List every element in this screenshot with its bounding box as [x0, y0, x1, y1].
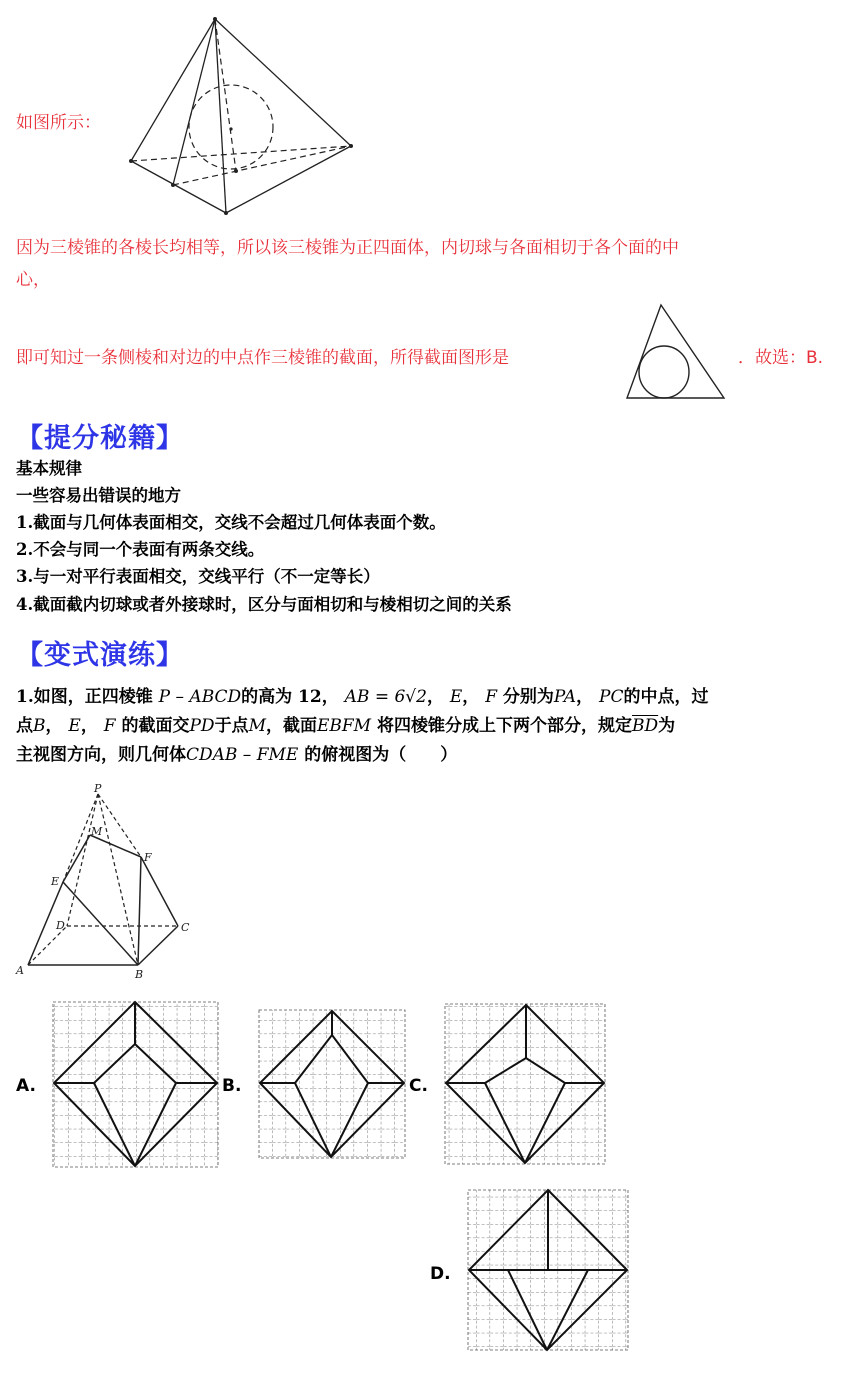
math: PD	[189, 716, 215, 736]
option-b-figure[interactable]	[259, 1010, 405, 1158]
solution-line1: 因为三棱锥的各棱长均相等，所以该三棱锥为正四面体，内切球与各面相切于各个面的中	[16, 238, 679, 258]
vertex-label-d: D	[56, 919, 65, 932]
text: ，	[426, 687, 444, 707]
solution-line1-cont: 心，	[16, 270, 50, 290]
math: PC	[599, 687, 624, 707]
text: 于点	[214, 716, 249, 736]
text: 的俯视图为（ ）	[304, 745, 458, 765]
vertex-label-a: A	[16, 964, 24, 977]
math: F	[103, 716, 116, 736]
math: AB = 6√2	[344, 687, 427, 707]
math: B	[33, 716, 46, 736]
text: ，截面	[265, 716, 317, 736]
text: 的截面交	[121, 716, 190, 736]
text: ，	[462, 687, 480, 707]
text: 将四棱锥分成上下两个部分，规定	[377, 716, 633, 736]
answer-text: ．故选：B.	[738, 348, 824, 368]
text: ，	[576, 687, 594, 707]
tips-item: 4.截面截内切球或者外接球时，区分与面相切和与棱相切之间的关系	[16, 595, 512, 614]
math: P – ABCD	[158, 687, 242, 707]
option-c-label[interactable]: C.	[409, 1076, 428, 1096]
math: CDAB – FME	[186, 745, 299, 765]
option-b-label[interactable]: B.	[222, 1076, 242, 1096]
text: ，	[45, 716, 63, 736]
math: PA	[553, 687, 577, 707]
solution-intro: 如图所示：	[16, 113, 101, 133]
practice-heading: 【变式演练】	[16, 640, 184, 671]
vertex-label-m: M	[91, 825, 103, 838]
text: 的高为 12，	[241, 687, 339, 707]
text: ，	[80, 716, 98, 736]
math: EBFM	[316, 716, 372, 736]
solution-line2: 即可知过一条侧棱和对边的中点作三棱锥的截面，所得截面图形是	[16, 348, 509, 368]
math: E	[68, 716, 81, 736]
math: F	[485, 687, 497, 707]
math: E	[449, 687, 463, 707]
tips-subheading-errors: 一些容易出错误的地方	[16, 486, 181, 505]
tips-item: 1.截面与几何体表面相交，交线不会超过几何体表面个数。	[16, 513, 446, 532]
text: 为	[658, 716, 676, 736]
text: 点	[16, 716, 33, 736]
vertex-label-b: B	[135, 968, 144, 981]
option-c-figure[interactable]	[445, 1004, 605, 1164]
tips-heading: 【提分秘籍】	[16, 423, 184, 454]
option-a-label[interactable]: A.	[16, 1076, 36, 1096]
text: 的中点，过	[623, 687, 709, 707]
text: 主视图方向，则几何体	[16, 745, 186, 765]
option-a-figure[interactable]	[53, 1002, 218, 1167]
option-d-figure[interactable]	[468, 1190, 628, 1350]
text: 如图，正四棱锥	[33, 687, 153, 707]
vector-math: $\overline{BD}$	[632, 716, 659, 736]
vertex-label-e: E	[51, 875, 60, 888]
math: M	[248, 716, 266, 736]
tips-subheading-rules: 基本规律	[16, 459, 82, 478]
vertex-label-f: F	[144, 851, 152, 864]
vertex-label-c: C	[181, 921, 190, 934]
tips-item: 3.与一对平行表面相交，交线平行（不一定等长）	[16, 567, 380, 586]
text: 分别为	[502, 687, 554, 707]
question-number: 1.	[16, 687, 34, 707]
tips-item: 2.不会与同一个表面有两条交线。	[16, 540, 265, 559]
vertex-label-p: P	[94, 782, 102, 795]
option-d-label[interactable]: D.	[430, 1264, 451, 1284]
